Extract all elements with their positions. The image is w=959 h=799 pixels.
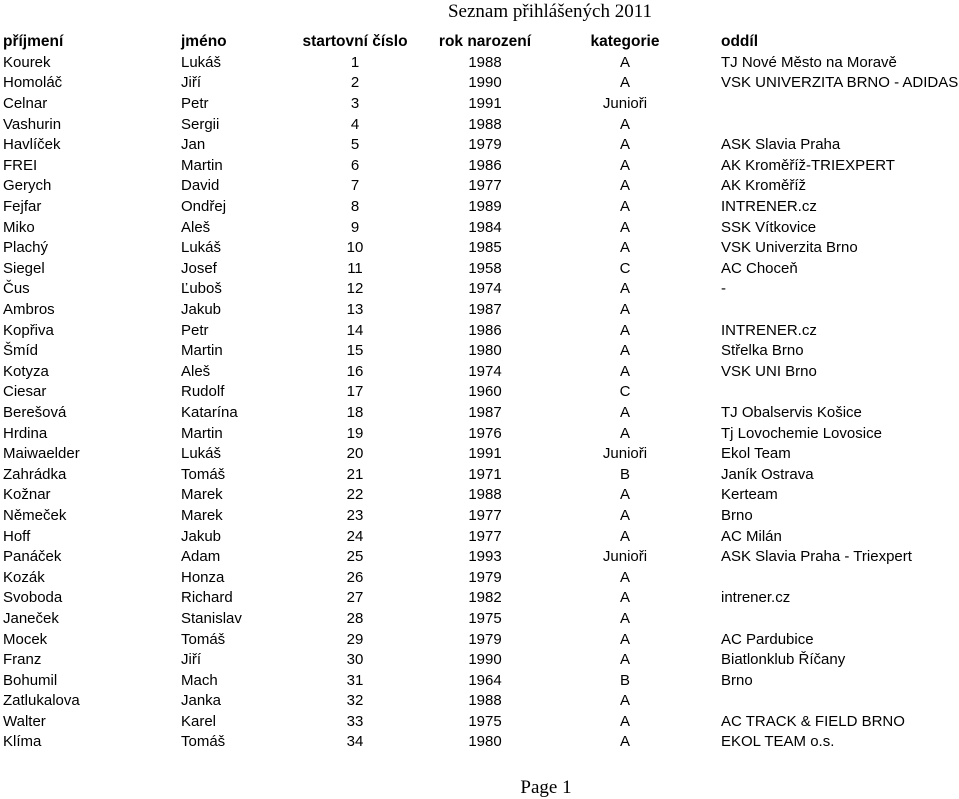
cell-surname: Ambros [3,301,55,319]
cell-club: EKOL TEAM o.s. [721,733,835,751]
cell-club: Ekol Team [721,445,791,463]
cell-first-name: Lukáš [181,239,222,257]
cell-birth-year: 1988 [468,486,502,504]
table-row [0,526,959,547]
header-start-number: startovní číslo [302,33,408,51]
cell-birth-year: 1986 [468,156,502,174]
cell-surname: Franz [3,651,42,669]
cell-first-name: Lukáš [181,445,222,463]
cell-category: A [619,321,630,339]
cell-start-number: 12 [346,280,364,298]
cell-club: Tj Lovochemie Lovosice [721,424,882,442]
cell-club: AC Pardubice [721,630,814,648]
cell-category: A [619,506,630,524]
cell-birth-year: 1987 [468,301,502,319]
cell-category: A [619,218,630,236]
cell-birth-year: 1976 [468,424,502,442]
cell-club: AK Kroměříž [721,177,807,195]
cell-club: Biatlonklub Říčany [721,651,846,669]
cell-category: A [619,342,630,360]
cell-birth-year: 1977 [468,177,502,195]
cell-birth-year: 1980 [468,342,502,360]
cell-category: A [619,692,630,710]
cell-club [700,567,959,588]
cell-category: Junioři [602,548,648,566]
cell-category: A [619,115,630,133]
cell-start-number: 11 [347,259,363,277]
cell-birth-year: 1986 [468,321,502,339]
table-row [0,300,959,321]
table-row [0,506,959,527]
cell-club: Kerteam [721,486,778,504]
cell-club [700,114,959,135]
cell-start-number: 22 [346,486,364,504]
cell-category: A [619,239,630,257]
table-row [0,320,959,341]
cell-surname: Ciesar [3,383,47,401]
cell-birth-year: 1982 [468,589,502,607]
cell-surname: Panáček [3,548,62,566]
cell-first-name: Lukáš [181,53,222,71]
cell-first-name: Petr [181,95,209,113]
cell-first-name: Stanislav [181,609,242,627]
cell-category: A [619,136,630,154]
cell-birth-year: 1993 [468,548,502,566]
cell-club: Janík Ostrava [721,465,814,483]
cell-surname: Bohumil [3,671,58,689]
header-surname: příjmení [3,33,64,51]
cell-birth-year: 1984 [468,218,502,236]
cell-club: VSK Univerzita Brno [721,239,858,257]
cell-birth-year: 1971 [468,465,502,483]
cell-start-number: 16 [346,362,364,380]
cell-surname: Zatlukalova [3,692,80,710]
table-row [0,650,959,671]
header-row [0,32,959,53]
cell-start-number: 3 [350,95,360,113]
cell-birth-year: 1974 [468,280,502,298]
cell-surname: Hrdina [3,424,48,442]
cell-start-number: 8 [350,198,360,216]
table-row [0,217,959,238]
cell-club: TJ Obalservis Košice [721,403,862,421]
cell-start-number: 31 [346,671,364,689]
cell-birth-year: 1979 [468,630,502,648]
cell-category: A [619,177,630,195]
cell-first-name: Janka [181,692,222,710]
header-first-name: jméno [181,33,227,51]
cell-club [700,609,959,630]
table-row [0,609,959,630]
table-row [0,341,959,362]
cell-category: A [619,198,630,216]
cell-surname: Šmíd [3,342,39,360]
cell-start-number: 33 [346,712,364,730]
cell-first-name: Aleš [181,362,211,380]
cell-surname: Čus [3,280,30,298]
cell-club: INTRENER.cz [721,198,817,216]
table-row [0,279,959,300]
cell-birth-year: 1990 [468,651,502,669]
cell-first-name: Martin [181,424,223,442]
table-row [0,403,959,424]
cell-start-number: 6 [350,156,360,174]
cell-birth-year: 1979 [468,568,502,586]
cell-first-name: Ondřej [181,198,227,216]
cell-category: C [619,383,631,401]
cell-start-number: 2 [350,74,360,92]
cell-start-number: 20 [346,445,364,463]
cell-club [700,300,959,321]
cell-start-number: 32 [346,692,364,710]
cell-first-name: Marek [181,506,223,524]
cell-first-name: Mach [181,671,218,689]
table-row [0,135,959,156]
cell-birth-year: 1974 [468,362,502,380]
table-row [0,712,959,733]
page-title: Seznam přihlášených 2011 [447,1,653,22]
cell-birth-year: 1990 [468,74,502,92]
cell-start-number: 5 [350,136,360,154]
table-row [0,362,959,383]
cell-start-number: 29 [346,630,364,648]
table-row [0,114,959,135]
cell-start-number: 23 [346,506,364,524]
cell-start-number: 25 [346,548,364,566]
cell-category: A [619,156,630,174]
cell-club [700,94,959,115]
cell-club: INTRENER.cz [721,321,817,339]
cell-category: A [619,712,630,730]
cell-club: Brno [721,506,753,524]
table-row [0,588,959,609]
cell-birth-year: 1988 [468,692,502,710]
cell-start-number: 14 [346,321,364,339]
cell-category: B [619,465,630,483]
cell-surname: Plachý [3,239,49,257]
cell-surname: Svoboda [3,589,63,607]
cell-surname: Janeček [3,609,59,627]
cell-club: ASK Slavia Praha [721,136,841,154]
cell-start-number: 9 [350,218,360,236]
cell-birth-year: 1988 [468,115,502,133]
cell-birth-year: 1988 [468,53,502,71]
cell-surname: Klíma [3,733,42,751]
cell-club: VSK UNIVERZITA BRNO - ADIDAS [721,74,959,92]
cell-category: C [619,259,631,277]
cell-birth-year: 1979 [468,136,502,154]
cell-first-name: David [181,177,220,195]
page-number: Page 1 [520,777,572,798]
cell-start-number: 21 [346,465,364,483]
cell-first-name: Martin [181,156,223,174]
cell-start-number: 13 [346,301,364,319]
cell-first-name: Jiří [181,74,201,92]
table-row [0,238,959,259]
cell-birth-year: 1991 [468,445,502,463]
cell-first-name: Tomáš [181,630,226,648]
table-row [0,732,959,753]
table-row [0,670,959,691]
cell-surname: Berešová [3,403,67,421]
cell-surname: Kotyza [3,362,49,380]
cell-club: AC TRACK & FIELD BRNO [721,712,905,730]
header-birth-year: rok narození [438,33,532,51]
cell-club [700,382,959,403]
cell-category: A [619,589,630,607]
cell-category: A [619,362,630,380]
cell-birth-year: 1958 [468,259,502,277]
cell-club: AC Choceň [721,259,798,277]
cell-start-number: 27 [346,589,364,607]
cell-surname: FREI [3,156,38,174]
cell-first-name: Katarína [181,403,238,421]
cell-first-name: Tomáš [181,733,226,751]
cell-birth-year: 1991 [468,95,502,113]
cell-birth-year: 1980 [468,733,502,751]
cell-start-number: 26 [346,568,364,586]
table-row [0,547,959,568]
cell-category: Junioři [602,445,648,463]
entries-body [0,53,959,753]
cell-start-number: 4 [350,115,360,133]
cell-birth-year: 1960 [468,383,502,401]
table-row [0,567,959,588]
cell-club: ASK Slavia Praha - Triexpert [721,548,912,566]
cell-surname: Celnar [3,95,48,113]
cell-club: Střelka Brno [721,342,804,360]
table-row [0,94,959,115]
cell-start-number: 17 [346,383,364,401]
cell-surname: Hoff [3,527,31,545]
cell-category: A [619,733,630,751]
cell-surname: Miko [3,218,35,236]
cell-first-name: Tomáš [181,465,226,483]
cell-category: A [619,74,630,92]
cell-birth-year: 1977 [468,527,502,545]
cell-club: TJ Nové Město na Moravě [721,53,897,71]
cell-category: A [619,301,630,319]
cell-category: A [619,527,630,545]
cell-start-number: 30 [346,651,364,669]
cell-first-name: Jakub [181,527,222,545]
cell-first-name: Marek [181,486,223,504]
cell-club: SSK Vítkovice [721,218,817,236]
cell-first-name: Karel [181,712,217,730]
cell-first-name: Richard [181,589,233,607]
cell-club: AC Milán [721,527,782,545]
cell-club [700,691,959,712]
cell-first-name: Rudolf [181,383,225,401]
cell-surname: Gerych [3,177,52,195]
cell-category: A [619,568,630,586]
table-row [0,444,959,465]
table-row [0,259,959,280]
cell-start-number: 10 [346,239,364,257]
cell-birth-year: 1964 [468,671,502,689]
cell-start-number: 19 [346,424,364,442]
cell-surname: Kopřiva [3,321,54,339]
cell-category: A [619,630,630,648]
cell-first-name: Aleš [181,218,211,236]
cell-first-name: Sergii [181,115,220,133]
cell-category: A [619,53,630,71]
cell-surname: Zahrádka [3,465,67,483]
cell-surname: Homoláč [3,74,63,92]
cell-start-number: 34 [346,733,364,751]
cell-category: A [619,651,630,669]
cell-surname: Maiwaelder [3,445,80,463]
table-row [0,176,959,197]
header-category: kategorie [590,33,660,51]
cell-first-name: Jan [181,136,206,154]
cell-surname: Havlíček [3,136,61,154]
cell-first-name: Petr [181,321,209,339]
table-row [0,53,959,74]
cell-category: A [619,486,630,504]
cell-surname: Fejfar [3,198,42,216]
cell-surname: Siegel [3,259,45,277]
cell-start-number: 7 [350,177,360,195]
cell-surname: Kožnar [3,486,51,504]
cell-first-name: Martin [181,342,223,360]
cell-club: AK Kroměříž-TRIEXPERT [721,156,895,174]
cell-birth-year: 1989 [468,198,502,216]
cell-club: Brno [721,671,753,689]
cell-start-number: 15 [346,342,364,360]
cell-club: VSK UNI Brno [721,362,817,380]
cell-birth-year: 1987 [468,403,502,421]
table-row [0,629,959,650]
table-row [0,382,959,403]
cell-birth-year: 1977 [468,506,502,524]
cell-first-name: Ľuboš [181,280,222,298]
table-row [0,464,959,485]
cell-first-name: Jiří [181,651,201,669]
cell-club: - [721,280,726,298]
cell-first-name: Honza [181,568,225,586]
cell-birth-year: 1975 [468,609,502,627]
cell-start-number: 28 [346,609,364,627]
cell-category: Junioři [602,95,648,113]
cell-category: B [619,671,630,689]
cell-start-number: 18 [346,403,364,421]
cell-category: A [619,280,630,298]
cell-first-name: Josef [181,259,217,277]
table-row [0,423,959,444]
cell-surname: Kozák [3,568,45,586]
cell-first-name: Jakub [181,301,222,319]
cell-surname: Kourek [3,53,51,71]
table-row [0,197,959,218]
header-club: oddíl [721,33,759,51]
entries-table [0,32,959,753]
cell-category: A [619,609,630,627]
cell-start-number: 24 [346,527,364,545]
cell-category: A [619,403,630,421]
cell-first-name: Adam [181,548,221,566]
cell-surname: Němeček [3,506,67,524]
cell-club: intrener.cz [721,589,791,607]
cell-surname: Walter [3,712,46,730]
cell-start-number: 1 [350,53,360,71]
cell-surname: Vashurin [3,115,62,133]
table-row [0,485,959,506]
table-row [0,691,959,712]
cell-category: A [619,424,630,442]
cell-birth-year: 1975 [468,712,502,730]
cell-birth-year: 1985 [468,239,502,257]
table-row [0,73,959,94]
cell-surname: Mocek [3,630,48,648]
table-row [0,156,959,177]
